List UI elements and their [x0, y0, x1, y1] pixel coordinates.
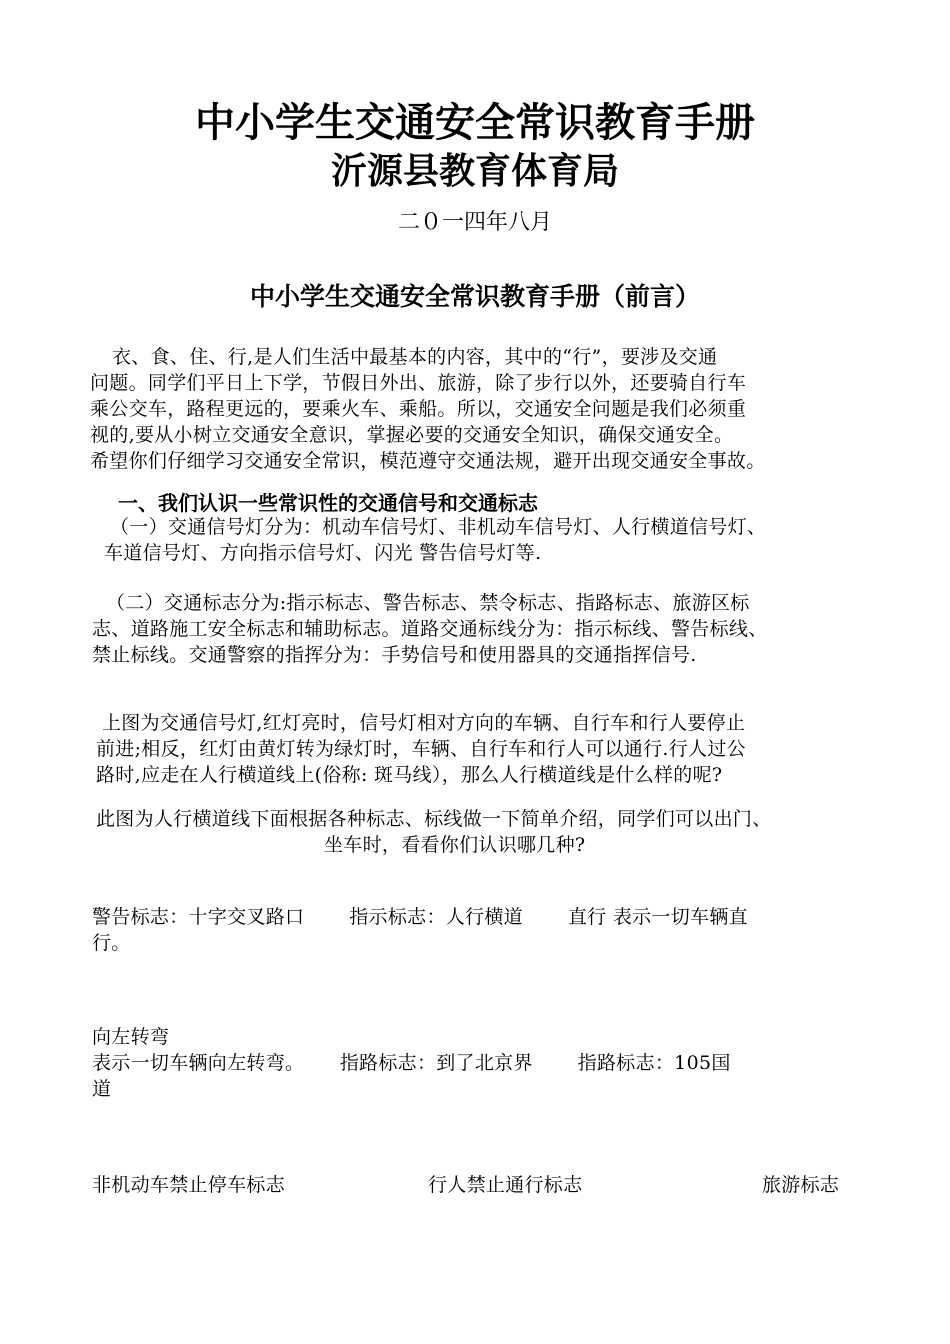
traffic-light-line: 上图为交通信号灯,红灯亮时，信号灯相对方向的车辆、自行车和行人要停止 [102, 712, 746, 734]
signs-line: （二）交通标志分为:指示标志、警告标志、禁令标志、指路标志、旅游区标 [106, 592, 750, 614]
traffic-light-line: 路时,应走在人行横道线上(俗称: 斑马线），那么人行横道线是什么样的呢? [96, 764, 723, 786]
sign-caption: 道 [92, 1078, 112, 1100]
preface-paragraph [90, 344, 766, 474]
signs-line: 志、道路施工安全标志和辅助标志。道路交通标线分为：指示标线、警告标线、 [92, 618, 768, 640]
signals-line: 车道信号灯、方向指示信号灯、闪光 警告信号灯等. [104, 542, 542, 564]
traffic-light-paragraph [96, 710, 746, 788]
crosswalk-line: 此图为人行横道线下面根据各种标志、标线做一下简单介绍，同学们可以出门、 [96, 808, 772, 830]
traffic-light-line: 前进;相反，红灯由黄灯转为绿灯时，车辆、自行车和行人可以通行.行人过公 [96, 738, 746, 760]
caption-row-1 [92, 904, 748, 956]
sign-caption-no-pedestrians: 行人禁止通行标志 [428, 1174, 583, 1196]
document-title: 中小学生交通安全常识教育手册 [195, 100, 755, 146]
sign-caption-tourism: 旅游标志 [762, 1174, 840, 1196]
publisher-name: 沂源县教育体育局 [330, 151, 619, 192]
section-heading: 一、我们认识一些常识性的交通信号和交通标志 [118, 491, 538, 515]
publication-date: 二０一四年八月 [397, 210, 552, 235]
preface-title: 中小学生交通安全常识教育手册（前言） [249, 282, 700, 311]
sign-caption: 行。 [92, 932, 131, 954]
preface-line: 乘公交车，路程更远的，要乘火车、乘船。所以，交通安全问题是我们必须重 [90, 398, 747, 420]
signals-line: （一）交通信号灯分为：机动车信号灯、非机动车信号灯、人行横道信号灯、 [110, 516, 767, 538]
crosswalk-line: 坐车时，看看你们认识哪几种? [324, 834, 586, 856]
sign-caption: 向左转弯 [92, 1026, 170, 1048]
signs-paragraph [92, 590, 768, 668]
preface-line: 衣、食、住、行,是人们生活中最基本的内容，其中的“行”，要涉及交通 [112, 346, 718, 368]
sign-caption-bicycle-parking: 非机动车禁止停车标志 [92, 1174, 286, 1196]
signals-paragraph [100, 514, 766, 566]
preface-line: 希望你们仔细学习交通安全常识，模范遵守交通法规，避开出现交通安全事故。 [90, 450, 766, 472]
sign-caption: 表示一切车辆向左转弯。 指路标志：到了北京界 指路标志：105国 [92, 1052, 731, 1074]
caption-row-2 [92, 1024, 731, 1102]
preface-line: 视的,要从小树立交通安全意识，掌握必要的交通安全知识，确保交通安全。 [90, 424, 734, 446]
sign-caption: 警告标志：十字交叉路口 指示标志：人行横道 直行 表示一切车辆直 [92, 906, 748, 928]
preface-line: 问题。同学们平日上下学，节假日外出、旅游，除了步行以外，还要骑自行车 [90, 372, 747, 394]
signs-line: 禁止标线。交通警察的指挥分为：手势信号和使用器具的交通指挥信号. [92, 644, 697, 666]
crosswalk-paragraph [96, 806, 772, 858]
